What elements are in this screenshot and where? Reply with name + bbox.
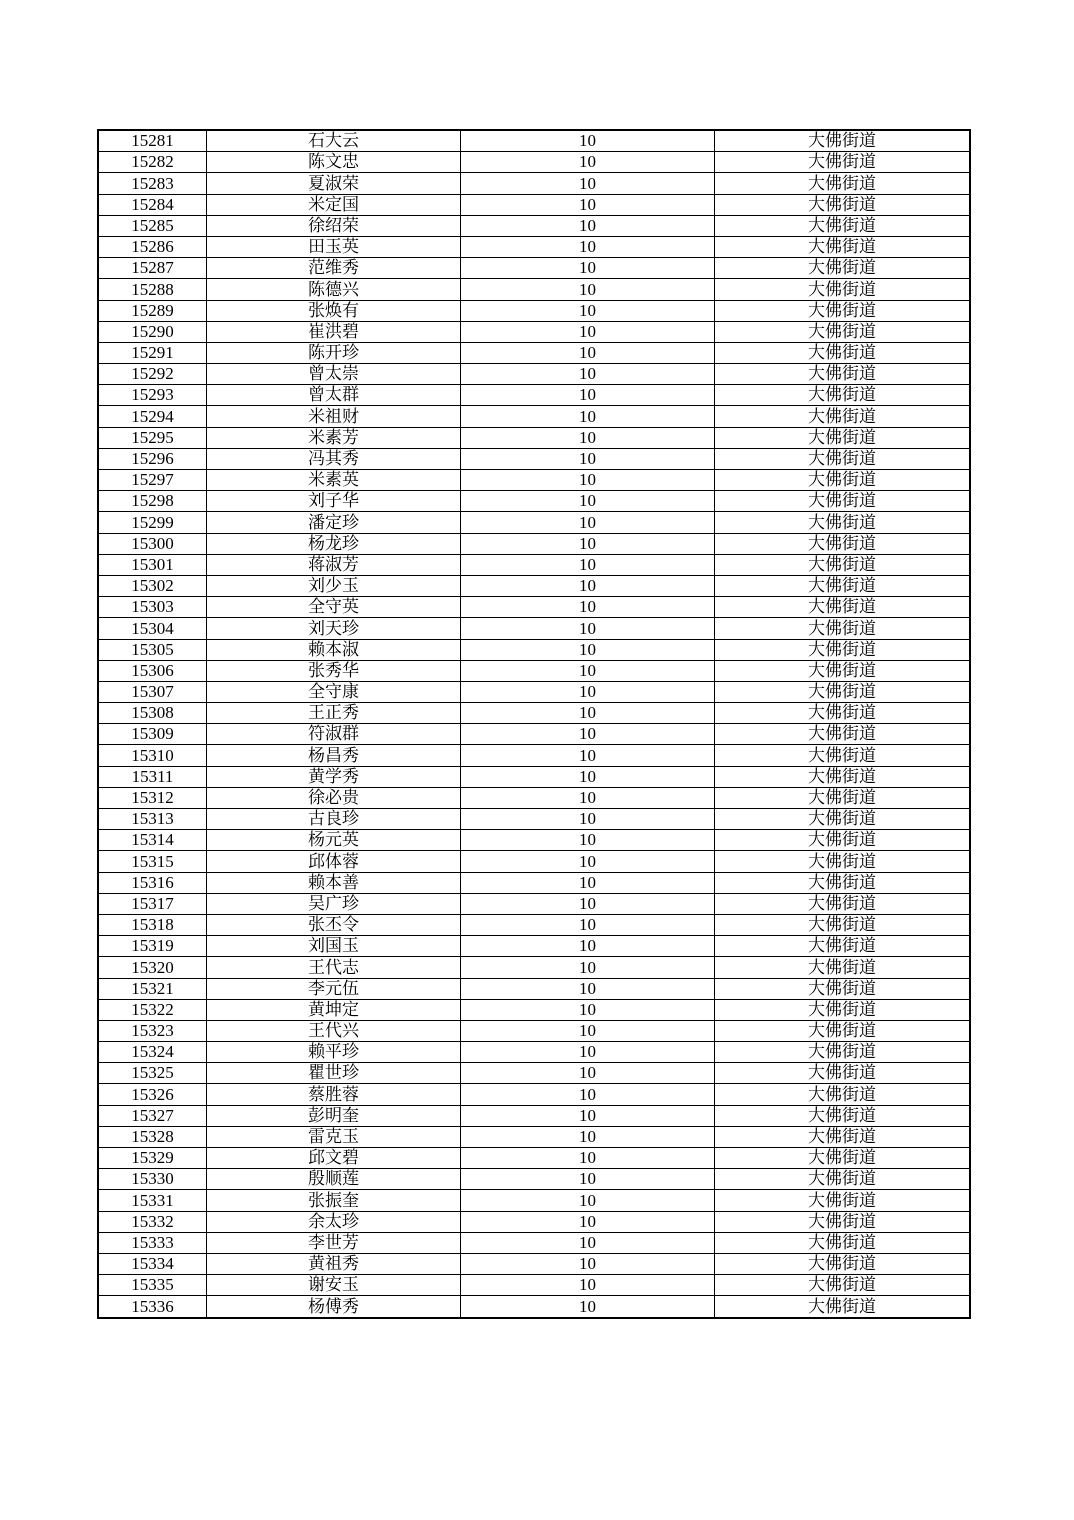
name-cell: 崔洪碧 (207, 321, 461, 342)
name-cell: 黄坤定 (207, 999, 461, 1020)
district-cell: 大佛街道 (715, 533, 971, 554)
value-cell: 10 (461, 1211, 715, 1232)
district-cell: 大佛街道 (715, 1063, 971, 1084)
value-cell: 10 (461, 173, 715, 194)
name-cell: 雷克玉 (207, 1126, 461, 1147)
name-cell: 谢安玉 (207, 1275, 461, 1296)
name-cell: 张秀华 (207, 660, 461, 681)
row-number-cell: 15333 (98, 1232, 207, 1253)
value-cell: 10 (461, 978, 715, 999)
table-row (98, 173, 970, 194)
value-cell: 10 (461, 1063, 715, 1084)
row-number-cell: 15330 (98, 1169, 207, 1190)
name-cell: 冯其秀 (207, 448, 461, 469)
name-cell: 张丕令 (207, 914, 461, 935)
table-row (98, 1126, 970, 1147)
value-cell: 10 (461, 279, 715, 300)
table-row (98, 766, 970, 787)
row-number-cell: 15327 (98, 1105, 207, 1126)
district-cell: 大佛街道 (715, 787, 971, 808)
district-cell: 大佛街道 (715, 427, 971, 448)
table-row (98, 385, 970, 406)
district-cell: 大佛街道 (715, 597, 971, 618)
district-cell: 大佛街道 (715, 978, 971, 999)
district-cell: 大佛街道 (715, 364, 971, 385)
row-number-cell: 15335 (98, 1275, 207, 1296)
name-cell: 蔡胜蓉 (207, 1084, 461, 1105)
name-cell: 赖平珍 (207, 1042, 461, 1063)
name-cell: 陈开珍 (207, 342, 461, 363)
row-number-cell: 15282 (98, 152, 207, 173)
row-number-cell: 15285 (98, 215, 207, 236)
district-cell: 大佛街道 (715, 300, 971, 321)
table-row (98, 978, 970, 999)
row-number-cell: 15313 (98, 809, 207, 830)
table-row (98, 681, 970, 702)
district-cell: 大佛街道 (715, 258, 971, 279)
district-cell: 大佛街道 (715, 809, 971, 830)
table-row (98, 152, 970, 173)
district-cell: 大佛街道 (715, 236, 971, 257)
table-row (98, 1232, 970, 1253)
value-cell: 10 (461, 236, 715, 257)
district-cell: 大佛街道 (715, 385, 971, 406)
value-cell: 10 (461, 1253, 715, 1274)
table-row (98, 575, 970, 596)
name-cell: 王正秀 (207, 703, 461, 724)
table-row (98, 194, 970, 215)
name-cell: 邱文碧 (207, 1148, 461, 1169)
name-cell: 潘定珍 (207, 512, 461, 533)
row-number-cell: 15336 (98, 1296, 207, 1318)
district-cell: 大佛街道 (715, 1169, 971, 1190)
value-cell: 10 (461, 1126, 715, 1147)
district-cell: 大佛街道 (715, 152, 971, 173)
row-number-cell: 15295 (98, 427, 207, 448)
row-number-cell: 15296 (98, 448, 207, 469)
district-cell: 大佛街道 (715, 448, 971, 469)
value-cell: 10 (461, 300, 715, 321)
name-cell: 余太珍 (207, 1211, 461, 1232)
row-number-cell: 15325 (98, 1063, 207, 1084)
table-row (98, 872, 970, 893)
row-number-cell: 15281 (98, 130, 207, 152)
name-cell: 吴广珍 (207, 893, 461, 914)
row-number-cell: 15321 (98, 978, 207, 999)
table-row (98, 999, 970, 1020)
row-number-cell: 15297 (98, 470, 207, 491)
name-cell: 蒋淑芳 (207, 554, 461, 575)
value-cell: 10 (461, 427, 715, 448)
table-row (98, 1063, 970, 1084)
table-row (98, 321, 970, 342)
table-row (98, 1275, 970, 1296)
table-row (98, 957, 970, 978)
table-row (98, 660, 970, 681)
row-number-cell: 15331 (98, 1190, 207, 1211)
row-number-cell: 15303 (98, 597, 207, 618)
district-cell: 大佛街道 (715, 1020, 971, 1041)
row-number-cell: 15305 (98, 639, 207, 660)
value-cell: 10 (461, 766, 715, 787)
row-number-cell: 15317 (98, 893, 207, 914)
district-cell: 大佛街道 (715, 1211, 971, 1232)
district-cell: 大佛街道 (715, 872, 971, 893)
name-cell: 黄学秀 (207, 766, 461, 787)
name-cell: 刘少玉 (207, 575, 461, 596)
value-cell: 10 (461, 1084, 715, 1105)
data-table (97, 129, 971, 1319)
name-cell: 刘天珍 (207, 618, 461, 639)
name-cell: 杨昌秀 (207, 745, 461, 766)
value-cell: 10 (461, 1275, 715, 1296)
district-cell: 大佛街道 (715, 215, 971, 236)
name-cell: 全守英 (207, 597, 461, 618)
table-row (98, 1211, 970, 1232)
district-cell: 大佛街道 (715, 491, 971, 512)
name-cell: 赖本淑 (207, 639, 461, 660)
name-cell: 田玉英 (207, 236, 461, 257)
name-cell: 黄祖秀 (207, 1253, 461, 1274)
value-cell: 10 (461, 597, 715, 618)
table-row (98, 851, 970, 872)
value-cell: 10 (461, 406, 715, 427)
district-cell: 大佛街道 (715, 1232, 971, 1253)
district-cell: 大佛街道 (715, 936, 971, 957)
table-row (98, 427, 970, 448)
table-row (98, 342, 970, 363)
table-row (98, 618, 970, 639)
table-row (98, 236, 970, 257)
value-cell: 10 (461, 575, 715, 596)
value-cell: 10 (461, 893, 715, 914)
table-row (98, 1253, 970, 1274)
row-number-cell: 15320 (98, 957, 207, 978)
table-row (98, 1148, 970, 1169)
row-number-cell: 15308 (98, 703, 207, 724)
table-row (98, 1042, 970, 1063)
value-cell: 10 (461, 385, 715, 406)
name-cell: 瞿世珍 (207, 1063, 461, 1084)
value-cell: 10 (461, 809, 715, 830)
district-cell: 大佛街道 (715, 1190, 971, 1211)
district-cell: 大佛街道 (715, 1042, 971, 1063)
district-cell: 大佛街道 (715, 1084, 971, 1105)
value-cell: 10 (461, 152, 715, 173)
value-cell: 10 (461, 936, 715, 957)
value-cell: 10 (461, 618, 715, 639)
value-cell: 10 (461, 1020, 715, 1041)
row-number-cell: 15328 (98, 1126, 207, 1147)
district-cell: 大佛街道 (715, 660, 971, 681)
district-cell: 大佛街道 (715, 342, 971, 363)
value-cell: 10 (461, 914, 715, 935)
district-cell: 大佛街道 (715, 957, 971, 978)
district-cell: 大佛街道 (715, 173, 971, 194)
value-cell: 10 (461, 703, 715, 724)
row-number-cell: 15292 (98, 364, 207, 385)
row-number-cell: 15324 (98, 1042, 207, 1063)
table-row (98, 215, 970, 236)
name-cell: 陈文忠 (207, 152, 461, 173)
name-cell: 刘子华 (207, 491, 461, 512)
table-row (98, 703, 970, 724)
value-cell: 10 (461, 470, 715, 491)
value-cell: 10 (461, 872, 715, 893)
name-cell: 张振奎 (207, 1190, 461, 1211)
district-cell: 大佛街道 (715, 1126, 971, 1147)
name-cell: 符淑群 (207, 724, 461, 745)
value-cell: 10 (461, 130, 715, 152)
table-row (98, 258, 970, 279)
table-row (98, 809, 970, 830)
row-number-cell: 15284 (98, 194, 207, 215)
table-row (98, 745, 970, 766)
row-number-cell: 15302 (98, 575, 207, 596)
district-cell: 大佛街道 (715, 470, 971, 491)
district-cell: 大佛街道 (715, 766, 971, 787)
district-cell: 大佛街道 (715, 703, 971, 724)
row-number-cell: 15309 (98, 724, 207, 745)
table-row (98, 1020, 970, 1041)
row-number-cell: 15326 (98, 1084, 207, 1105)
district-cell: 大佛街道 (715, 512, 971, 533)
district-cell: 大佛街道 (715, 1275, 971, 1296)
district-cell: 大佛街道 (715, 639, 971, 660)
table-row (98, 893, 970, 914)
table-row (98, 597, 970, 618)
name-cell: 赖本善 (207, 872, 461, 893)
table-row (98, 533, 970, 554)
value-cell: 10 (461, 1232, 715, 1253)
table-row (98, 914, 970, 935)
row-number-cell: 15304 (98, 618, 207, 639)
value-cell: 10 (461, 215, 715, 236)
row-number-cell: 15316 (98, 872, 207, 893)
table-row (98, 639, 970, 660)
row-number-cell: 15315 (98, 851, 207, 872)
row-number-cell: 15334 (98, 1253, 207, 1274)
district-cell: 大佛街道 (715, 1296, 971, 1318)
value-cell: 10 (461, 681, 715, 702)
table-row (98, 724, 970, 745)
name-cell: 古良珍 (207, 809, 461, 830)
row-number-cell: 15283 (98, 173, 207, 194)
table-row (98, 364, 970, 385)
value-cell: 10 (461, 745, 715, 766)
row-number-cell: 15307 (98, 681, 207, 702)
row-number-cell: 15329 (98, 1148, 207, 1169)
table-row (98, 936, 970, 957)
row-number-cell: 15299 (98, 512, 207, 533)
name-cell: 徐必贵 (207, 787, 461, 808)
name-cell: 邱体蓉 (207, 851, 461, 872)
name-cell: 米祖财 (207, 406, 461, 427)
value-cell: 10 (461, 1148, 715, 1169)
table-row (98, 1190, 970, 1211)
district-cell: 大佛街道 (715, 914, 971, 935)
value-cell: 10 (461, 724, 715, 745)
value-cell: 10 (461, 342, 715, 363)
name-cell: 王代志 (207, 957, 461, 978)
row-number-cell: 15319 (98, 936, 207, 957)
district-cell: 大佛街道 (715, 279, 971, 300)
value-cell: 10 (461, 533, 715, 554)
value-cell: 10 (461, 512, 715, 533)
table-row (98, 279, 970, 300)
value-cell: 10 (461, 1190, 715, 1211)
district-cell: 大佛街道 (715, 893, 971, 914)
name-cell: 夏淑荣 (207, 173, 461, 194)
value-cell: 10 (461, 660, 715, 681)
district-cell: 大佛街道 (715, 724, 971, 745)
row-number-cell: 15314 (98, 830, 207, 851)
table-row (98, 554, 970, 575)
name-cell: 米素英 (207, 470, 461, 491)
row-number-cell: 15288 (98, 279, 207, 300)
table-row (98, 300, 970, 321)
name-cell: 杨傅秀 (207, 1296, 461, 1318)
row-number-cell: 15301 (98, 554, 207, 575)
name-cell: 张焕有 (207, 300, 461, 321)
value-cell: 10 (461, 999, 715, 1020)
row-number-cell: 15322 (98, 999, 207, 1020)
name-cell: 李世芳 (207, 1232, 461, 1253)
table-body (98, 130, 970, 1318)
district-cell: 大佛街道 (715, 406, 971, 427)
table-row (98, 130, 970, 152)
district-cell: 大佛街道 (715, 618, 971, 639)
row-number-cell: 15310 (98, 745, 207, 766)
row-number-cell: 15311 (98, 766, 207, 787)
table-row (98, 1084, 970, 1105)
name-cell: 全守康 (207, 681, 461, 702)
name-cell: 殷顺莲 (207, 1169, 461, 1190)
table-row (98, 787, 970, 808)
value-cell: 10 (461, 830, 715, 851)
district-cell: 大佛街道 (715, 1253, 971, 1274)
row-number-cell: 15298 (98, 491, 207, 512)
value-cell: 10 (461, 554, 715, 575)
district-cell: 大佛街道 (715, 554, 971, 575)
district-cell: 大佛街道 (715, 130, 971, 152)
value-cell: 10 (461, 1296, 715, 1318)
table-row (98, 406, 970, 427)
district-cell: 大佛街道 (715, 999, 971, 1020)
district-cell: 大佛街道 (715, 681, 971, 702)
value-cell: 10 (461, 1042, 715, 1063)
table-row (98, 1169, 970, 1190)
district-cell: 大佛街道 (715, 194, 971, 215)
value-cell: 10 (461, 787, 715, 808)
row-number-cell: 15293 (98, 385, 207, 406)
table-row (98, 491, 970, 512)
name-cell: 彭明奎 (207, 1105, 461, 1126)
value-cell: 10 (461, 194, 715, 215)
value-cell: 10 (461, 1105, 715, 1126)
row-number-cell: 15287 (98, 258, 207, 279)
value-cell: 10 (461, 364, 715, 385)
table-row (98, 512, 970, 533)
row-number-cell: 15300 (98, 533, 207, 554)
name-cell: 范维秀 (207, 258, 461, 279)
row-number-cell: 15289 (98, 300, 207, 321)
row-number-cell: 15286 (98, 236, 207, 257)
row-number-cell: 15318 (98, 914, 207, 935)
district-cell: 大佛街道 (715, 321, 971, 342)
row-number-cell: 15312 (98, 787, 207, 808)
district-cell: 大佛街道 (715, 1105, 971, 1126)
district-cell: 大佛街道 (715, 745, 971, 766)
table-row (98, 1296, 970, 1318)
table-row (98, 830, 970, 851)
district-cell: 大佛街道 (715, 830, 971, 851)
value-cell: 10 (461, 1169, 715, 1190)
value-cell: 10 (461, 321, 715, 342)
value-cell: 10 (461, 851, 715, 872)
name-cell: 石大云 (207, 130, 461, 152)
table-row (98, 448, 970, 469)
name-cell: 陈德兴 (207, 279, 461, 300)
row-number-cell: 15306 (98, 660, 207, 681)
value-cell: 10 (461, 639, 715, 660)
value-cell: 10 (461, 448, 715, 469)
value-cell: 10 (461, 957, 715, 978)
name-cell: 米素芳 (207, 427, 461, 448)
name-cell: 曾太群 (207, 385, 461, 406)
district-cell: 大佛街道 (715, 1148, 971, 1169)
row-number-cell: 15294 (98, 406, 207, 427)
name-cell: 米定国 (207, 194, 461, 215)
table-row (98, 1105, 970, 1126)
row-number-cell: 15323 (98, 1020, 207, 1041)
name-cell: 曾太崇 (207, 364, 461, 385)
name-cell: 杨元英 (207, 830, 461, 851)
district-cell: 大佛街道 (715, 575, 971, 596)
row-number-cell: 15332 (98, 1211, 207, 1232)
value-cell: 10 (461, 491, 715, 512)
name-cell: 杨龙珍 (207, 533, 461, 554)
table-row (98, 470, 970, 491)
row-number-cell: 15291 (98, 342, 207, 363)
name-cell: 李元伍 (207, 978, 461, 999)
row-number-cell: 15290 (98, 321, 207, 342)
name-cell: 徐绍荣 (207, 215, 461, 236)
district-cell: 大佛街道 (715, 851, 971, 872)
value-cell: 10 (461, 258, 715, 279)
name-cell: 王代兴 (207, 1020, 461, 1041)
name-cell: 刘国玉 (207, 936, 461, 957)
